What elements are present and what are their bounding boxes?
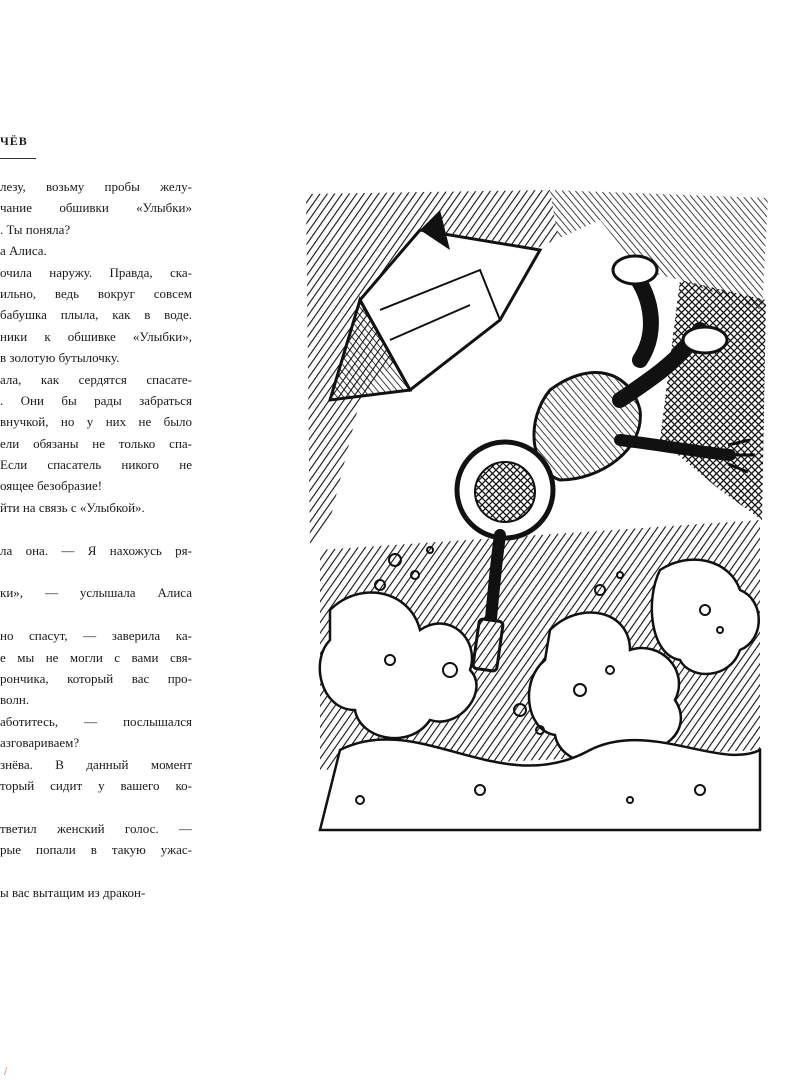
text-line: йти на связь с «Улыбкой». — [0, 499, 145, 515]
text-line: торый сидит у вашего ко- — [0, 777, 192, 793]
illustration-drawing — [300, 190, 770, 840]
text-line — [0, 796, 192, 817]
text-line: Если спасатель никого не — [0, 457, 192, 473]
sky-crosshatch — [660, 280, 766, 520]
text-line: лезу, возьму пробы желу- — [0, 179, 192, 194]
text-line: тветил женский голос. — — [0, 820, 192, 836]
text-line: внучкой, но у них не было — [0, 414, 192, 430]
text-line: бабушка плыла, как в воде. — [0, 307, 192, 323]
text-line: ала, как сердятся спасате- — [0, 371, 192, 387]
text-line: ла она. — Я нахожусь ря- — [0, 542, 192, 558]
text-line: волн. — [0, 692, 30, 708]
text-line — [0, 561, 192, 582]
text-line: а Алиса. — [0, 243, 47, 259]
text-line: . Они бы рады забраться — [0, 392, 192, 408]
illustration — [300, 190, 770, 840]
text-line: чание обшивки «Улыбки» — [0, 200, 192, 216]
text-line: ы вас вытащим из дракон- — [0, 884, 146, 900]
text-line: е мы не могли с вами свя- — [0, 649, 192, 665]
text-line: очила наружу. Правда, ска- — [0, 264, 192, 280]
text-line: знёва. В данный момент — [0, 756, 192, 772]
text-line: в золотую бутылочку. — [0, 350, 120, 366]
body-text-column — [0, 176, 192, 903]
text-line: ники к обшивке «Улыбки», — [0, 328, 192, 344]
corner-mark: / — [4, 1066, 8, 1077]
text-line: ели обязаны не только спа- — [0, 435, 192, 451]
text-line: аботитесь, — послышался — [0, 713, 192, 729]
text-line: рончика, который вас про- — [0, 670, 192, 686]
text-line — [0, 518, 192, 539]
text-line — [0, 861, 192, 882]
text-line: ки», — услышала Алиса — [0, 585, 192, 601]
header-rule — [0, 158, 36, 159]
text-line: . Ты поняла? — [0, 221, 71, 237]
text-line: но спасут, — заверила ка- — [0, 628, 192, 644]
text-line: ильно, ведь вокруг совсем — [0, 285, 192, 301]
running-head: ЧЁВ — [0, 134, 28, 148]
text-line — [0, 604, 192, 625]
text-line: азговариваем? — [0, 735, 80, 751]
text-line: оящее безобразие! — [0, 478, 103, 494]
text-line: рые попали в такую ужас- — [0, 842, 192, 858]
